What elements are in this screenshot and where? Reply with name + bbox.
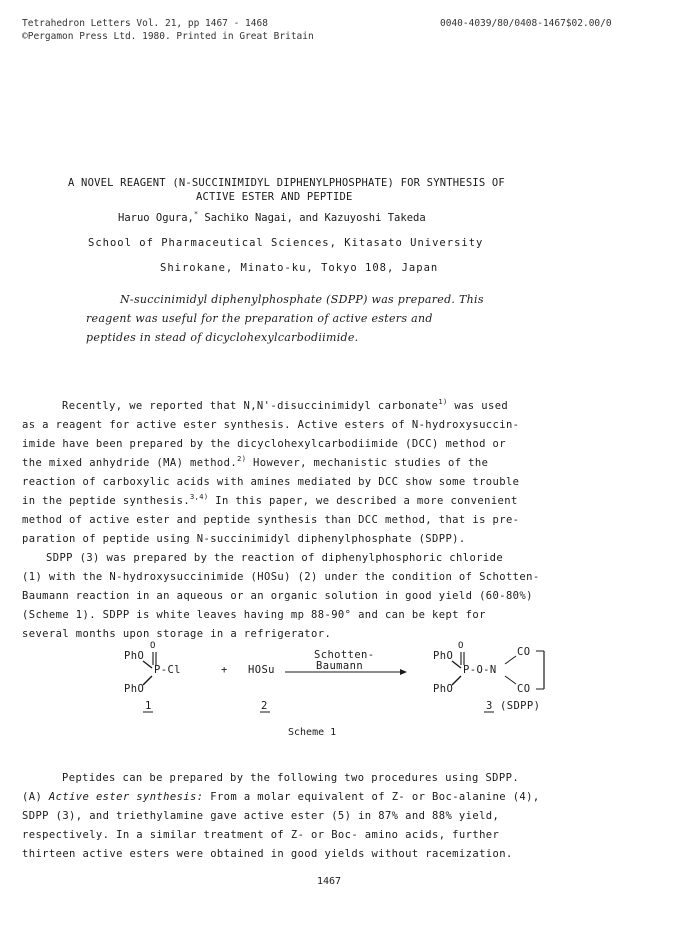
compound-number-1: 1	[145, 700, 152, 712]
title-line-1: A NOVEL REAGENT (N-SUCCINIMIDYL DIPHENYLPHOSPHATE) FOR SYNTHESIS OF	[68, 177, 505, 189]
scheme-caption: Scheme 1	[288, 727, 337, 738]
p2-line-3: Baumann reaction in an aqueous or an organic solution in good yield (60-80%)	[22, 590, 533, 602]
p3-line-2: (A) Active ester synthesis: From a molar equivalent of Z- or Boc-alanine (4),	[22, 791, 540, 803]
p1-line-1: Recently, we reported that N,N'-disuccinimidyl carbonate$^{1)}$ was used	[62, 398, 509, 412]
p3-line-3: SDPP (3), and triethylamine gave active ester (5) in 87% and 88% yield,	[22, 810, 500, 822]
authors-rest: Sachiko Nagai, and Kazuyoshi Takeda	[198, 212, 426, 224]
p1-line-2: as a reagent for active ester synthesis. Active esters of N-hydroxysuccin-	[22, 419, 520, 431]
page-number: 1467	[317, 876, 342, 887]
p1-line-4: the mixed anhydride (MA) method.$^{2)}$ However, mechanistic studies of the	[22, 455, 489, 469]
p2-line-1: SDPP (3) was prepared by the reaction of diphenylphosphoric chloride	[46, 552, 504, 564]
phenoxy-top-1: PhO	[124, 650, 145, 662]
compound-number-3: 3	[486, 700, 493, 712]
p2-line-4: (Scheme 1). SDPP is white leaves having mp 88-90° and can be kept for	[22, 609, 486, 621]
title-line-2: ACTIVE ESTER AND PEPTIDE	[196, 191, 353, 203]
affiliation-line-1: School of Pharmaceutical Sciences, Kitasato University	[88, 237, 484, 249]
plus-sign: +	[221, 664, 228, 676]
abstract-line-2: reagent was useful for the preparation of active esters and	[86, 312, 433, 325]
p1-line-5: reaction of carboxylic acids with amines mediated by DCC show some trouble	[22, 476, 520, 488]
oxygen-top-3: O	[458, 641, 464, 651]
p1-line-7: method of active ester and peptide synthesis than DCC method, that is pre-	[22, 514, 520, 526]
p3-line-1: Peptides can be prepared by the following two procedures using SDPP.	[62, 772, 520, 784]
phenoxy-bottom-3: PhO	[433, 683, 454, 695]
p-o-n-group: P-O-N	[463, 664, 497, 676]
p3-line-5: thirteen active esters were obtained in good yields without racemization.	[22, 848, 513, 860]
p3-line-4: respectively. In a similar treatment of Z- or Boc- amino acids, further	[22, 829, 500, 841]
journal-line: Tetrahedron Letters Vol. 21, pp 1467 - 1468	[22, 18, 268, 29]
carbonyl-bottom: CO	[517, 683, 531, 695]
p1-line-6: in the peptide synthesis.$^{3,4)}$ In this paper, we described a more convenient	[22, 493, 518, 507]
hosu-reagent: HOSu	[248, 664, 275, 676]
publisher-line: ©Pergamon Press Ltd. 1980. Printed in Great Britain	[22, 31, 314, 42]
p1-line-3: imide have been prepared by the dicyclohexylcarbodiimide (DCC) method or	[22, 438, 506, 450]
arrow-label-bottom: Baumann	[316, 660, 364, 672]
corresponding-star: *	[193, 210, 199, 218]
abstract-line-3: peptides in stead of dicyclohexylcarbodiimide.	[86, 331, 359, 344]
author-1: Haruo Ogura,	[118, 212, 194, 224]
oxygen-top-1: O	[150, 641, 156, 651]
p2-line-5: several months upon storage in a refrigerator.	[22, 628, 332, 640]
p-cl-group: P-Cl	[154, 664, 181, 676]
compound-number-2: 2	[261, 700, 268, 712]
phenoxy-top-3: PhO	[433, 650, 454, 662]
p1-line-8: paration of peptide using N-succinimidyl diphenylphosphate (SDPP).	[22, 533, 466, 545]
arrow-label-top: Schotten-	[314, 649, 375, 661]
affiliation-line-2: Shirokane, Minato-ku, Tokyo 108, Japan	[160, 262, 439, 274]
p2-line-2: (1) with the N-hydroxysuccinimide (HOSu) (2) under the condition of Schotten-	[22, 571, 540, 583]
carbonyl-top: CO	[517, 646, 531, 658]
article-code: 0040-4039/80/0408-1467$02.00/0	[440, 18, 612, 29]
abstract-line-1: N-succinimidyl diphenylphosphate (SDPP) was prepared. This	[120, 293, 484, 306]
sdpp-label: (SDPP)	[500, 700, 541, 712]
phenoxy-bottom-1: PhO	[124, 683, 145, 695]
